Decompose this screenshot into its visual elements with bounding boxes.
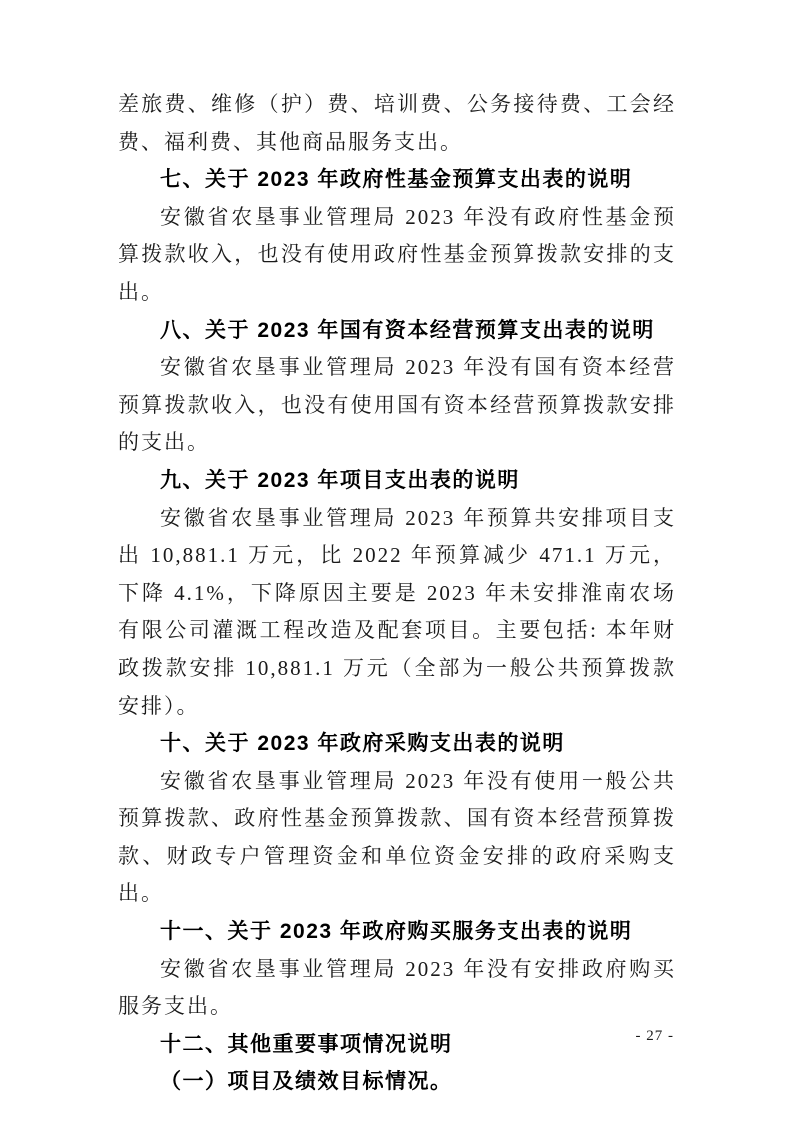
paragraph-section-11: 安徽省农垦事业管理局 2023 年没有安排政府购买服务支出。 [118, 956, 676, 1019]
paragraph-continued-expense-items: 差旅费、维修（护）费、培训费、公务接待费、工会经费、福利费、其他商品服务支出。 [118, 92, 676, 154]
heading-section-9: 九、关于 2023 年项目支出表的说明 [160, 468, 520, 492]
paragraph-section-10: 安徽省农垦事业管理局 2023 年没有使用一般公共预算拨款、政府性基金预算拨款、国有资本经营预算拨款、财政专户管理资金和单位资金安排的政府采购支出。 [118, 768, 676, 906]
paragraph-section-9: 安徽省农垦事业管理局 2023 年预算共安排项目支出 10,881.1 万元，比 2022 年预算减少 471.1 万元，下降 4.1%，下降原因主要是 2023 年未安排淮南农场有限公司灌溉工程改造及配套项目。主要包括: 本年财政拨款安排 10,881.1 万元（全部为一般公共预算拨款安排）。 [118, 505, 676, 718]
paragraph-section-7: 安徽省农垦事业管理局 2023 年没有政府性基金预算拨款收入，也没有使用政府性基金预算拨款安排的支出。 [118, 204, 676, 304]
heading-section-7: 七、关于 2023 年政府性基金预算支出表的说明 [160, 168, 633, 192]
paragraph-section-8: 安徽省农垦事业管理局 2023 年没有国有资本经营预算拨款收入，也没有使用国有资本经营预算拨款安排的支出。 [118, 355, 676, 455]
page-number: - 27 - [635, 1028, 674, 1044]
document-body [118, 86, 676, 1101]
heading-section-10: 十、关于 2023 年政府采购支出表的说明 [160, 732, 565, 756]
heading-section-11: 十一、关于 2023 年政府购买服务支出表的说明 [160, 920, 633, 944]
heading-section-12: 十二、其他重要事项情况说明 [160, 1032, 453, 1056]
heading-section-8: 八、关于 2023 年国有资本经营预算支出表的说明 [160, 318, 655, 342]
heading-section-12-sub-1: （一）项目及绩效目标情况。 [160, 1070, 453, 1094]
